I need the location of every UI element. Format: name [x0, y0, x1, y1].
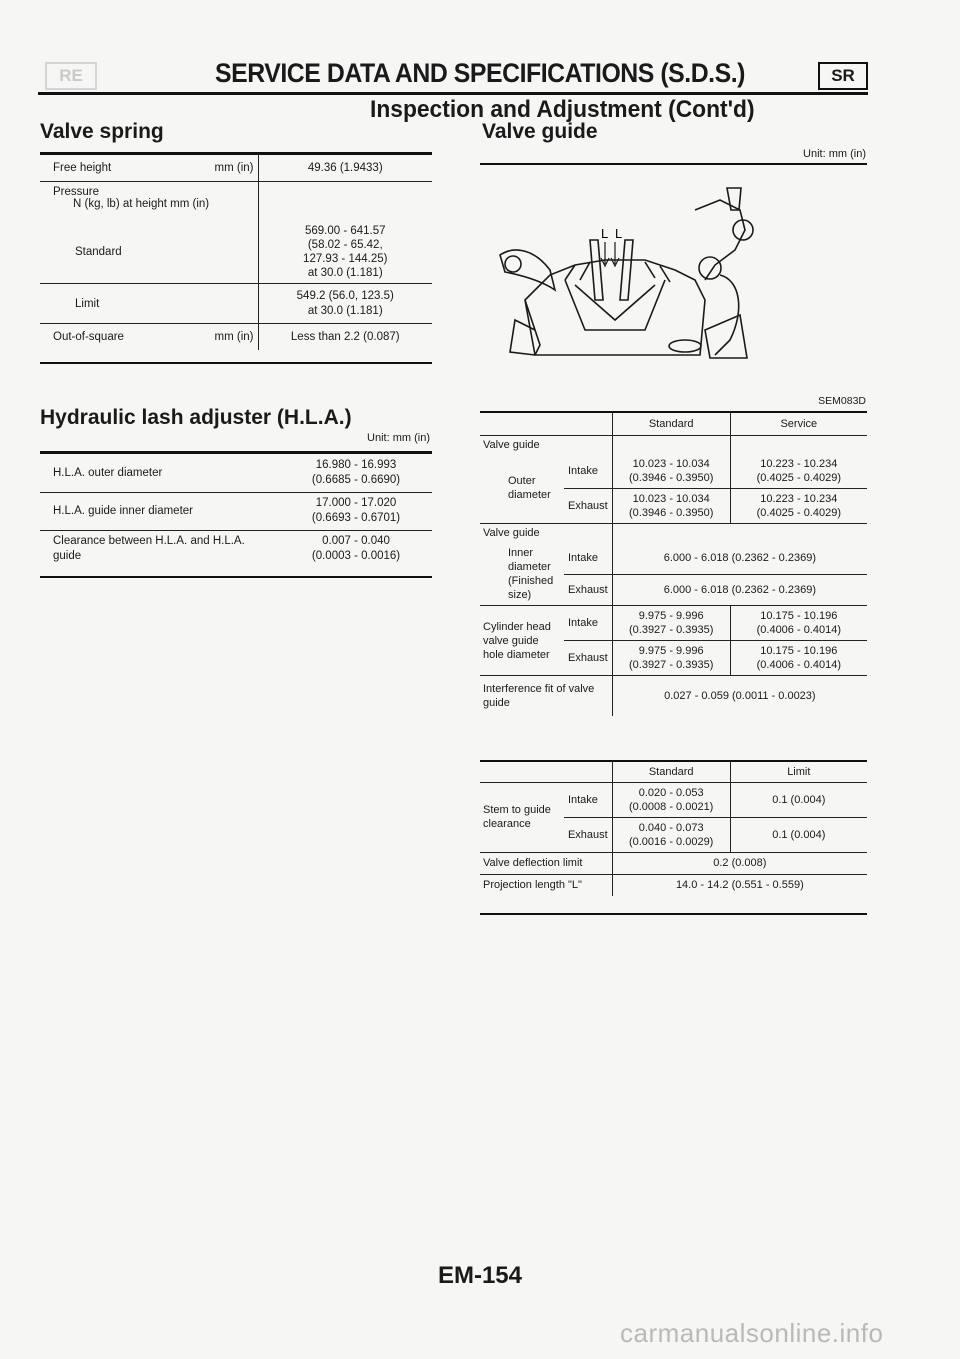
table-row	[40, 284, 432, 324]
figure-code: SEM083D	[818, 395, 866, 407]
standard-value-3: 127.93 - 144.25)	[303, 253, 388, 265]
standard-value-2: (58.02 - 65.42,	[307, 239, 383, 251]
stem-clearance-table	[480, 762, 867, 896]
table-row	[40, 530, 432, 568]
table-row	[40, 221, 432, 284]
st-head-standard: Standard	[612, 762, 730, 782]
vg-od-exhaust-svc-1: 10.223 - 10.234	[760, 492, 838, 505]
vg-od-exhaust-label: Exhaust	[564, 488, 612, 523]
vg-cyl-line-2: valve guide	[483, 634, 539, 647]
standard-value-1: 569.00 - 641.57	[304, 225, 386, 237]
table-row	[480, 874, 867, 896]
vg-hole-intake-std-1: 9.975 - 9.996	[638, 610, 704, 622]
section-badge-left: RE	[45, 62, 97, 90]
table-row	[480, 435, 867, 454]
valve-spring-title: Valve spring	[40, 120, 164, 143]
vg-hole-intake-std-2: (0.3927 - 0.3935)	[628, 624, 714, 636]
valve-guide-table	[480, 413, 867, 716]
vg-id-exhaust-label: Exhaust	[564, 574, 612, 605]
hla-table	[40, 454, 432, 568]
vg-od-exhaust-svc-2: (0.4025 - 0.4029)	[756, 506, 841, 519]
st-exhaust-std-1: 0.040 - 0.073	[638, 821, 704, 834]
limit-label: Limit	[40, 284, 258, 324]
table-row	[480, 676, 867, 716]
table-row	[40, 454, 432, 492]
pressure-label: Pressure	[53, 185, 100, 198]
vg-head-service: Service	[730, 413, 867, 435]
figure-label-l: L	[601, 226, 609, 241]
hla-clearance-label: Clearance between H.L.A. and H.L.A.	[53, 535, 245, 548]
valve-guide-title: Valve guide	[482, 120, 598, 143]
free-height-label: Free height	[53, 161, 112, 174]
valve-guide-cross-section-figure	[495, 180, 755, 370]
page-header-title: SERVICE DATA AND SPECIFICATIONS (S.D.S.)	[215, 58, 745, 88]
section-badge-right: SR	[818, 62, 868, 90]
out-of-square-label: Out-of-square	[53, 330, 124, 343]
vg-od-intake-label: Intake	[567, 464, 598, 477]
vg-hole-exhaust-svc-2: (0.4006 - 0.4014)	[756, 659, 841, 671]
st-head-limit: Limit	[730, 762, 867, 782]
vg-hole-exhaust-label: Exhaust	[564, 641, 612, 676]
vg-hole-exhaust-std-1: 9.975 - 9.996	[638, 645, 704, 657]
vg-hole-intake-svc-1: 10.175 - 10.196	[760, 610, 838, 622]
vg-od-exhaust-std-2: (0.3946 - 0.3950)	[628, 506, 714, 519]
table-row	[40, 155, 432, 181]
st-intake-std-1: 0.020 - 0.053	[638, 786, 704, 799]
vg-inner-line-1: Inner	[508, 547, 534, 559]
st-projection-value: 14.0 - 14.2 (0.551 - 0.559)	[612, 874, 867, 896]
st-projection-label: Projection length "L"	[483, 879, 582, 892]
st-deflection-label: Valve deflection limit	[483, 857, 583, 869]
hla-clearance-value-2: (0.0003 - 0.0016)	[311, 550, 401, 563]
st-deflection-value: 0.2 (0.008)	[612, 852, 867, 874]
vg-hole-exhaust-svc-1: 10.175 - 10.196	[760, 645, 838, 657]
st-exhaust-label: Exhaust	[564, 817, 612, 852]
table-row	[40, 181, 432, 221]
pressure-sub-label: N (kg, lb) at height mm (in)	[73, 197, 210, 210]
table-row	[480, 782, 867, 817]
out-of-square-value: Less than 2.2 (0.087)	[258, 324, 432, 350]
vg-od-intake-std-2: (0.3946 - 0.3950)	[628, 471, 714, 484]
hla-guide-value-1: 17.000 - 17.020	[315, 497, 397, 509]
vg-hole-intake-label: Intake	[567, 617, 598, 629]
vg-valve-guide-label: Valve guide	[483, 438, 540, 451]
valve-spring-bottom-rule	[40, 362, 432, 364]
hla-unit: Unit: mm (in)	[367, 432, 430, 444]
hla-guide-label: H.L.A. guide inner diameter	[53, 505, 193, 517]
out-of-square-unit: mm (in)	[214, 330, 254, 343]
st-exhaust-std-2: (0.0016 - 0.0029)	[628, 835, 714, 848]
table-row	[480, 543, 867, 574]
standard-label: Standard	[75, 246, 122, 258]
vg-outer-label: Outer	[508, 475, 536, 487]
vg-table2-bottom-rule	[480, 913, 867, 915]
vg-cyl-line-3: hole diameter	[483, 648, 550, 661]
vg-id-exhaust-value: 6.000 - 6.018 (0.2362 - 0.2369)	[612, 574, 867, 605]
site-watermark: carmanualsonline.info	[620, 1318, 884, 1348]
table-row	[480, 413, 867, 435]
st-stem-line-2: clearance	[483, 818, 531, 830]
limit-value-2: at 30.0 (1.181)	[307, 304, 383, 317]
free-height-value: 49.36 (1.9433)	[258, 155, 432, 181]
hla-outer-value-1: 16.980 - 16.993	[315, 458, 397, 471]
hla-outer-label: H.L.A. outer diameter	[53, 466, 163, 479]
header-rule	[38, 92, 868, 95]
st-exhaust-limit: 0.1 (0.004)	[730, 817, 867, 852]
figure-label-l-2: L	[615, 226, 623, 241]
table-row	[40, 492, 432, 530]
page-subtitle: Inspection and Adjustment (Cont'd)	[370, 96, 755, 123]
limit-value-1: 549.2 (56.0, 123.5)	[296, 289, 394, 302]
vg-id-intake-label: Intake	[567, 552, 598, 565]
table-row	[40, 324, 432, 350]
table-row	[480, 762, 867, 782]
vg-interference-value: 0.027 - 0.059 (0.0011 - 0.0023)	[612, 676, 867, 716]
valve-guide-top-rule	[480, 163, 867, 165]
valve-spring-table	[40, 155, 432, 350]
hla-guide-value-2: (0.6693 - 0.6701)	[311, 512, 401, 524]
vg-inner-line-2: diameter	[508, 561, 551, 573]
st-stem-line-1: Stem to guide	[483, 804, 551, 816]
st-intake-label: Intake	[567, 793, 598, 806]
valve-guide-unit: Unit: mm (in)	[803, 148, 866, 160]
page-number: EM-154	[437, 1262, 523, 1289]
hla-bottom-rule	[40, 576, 432, 578]
table-row	[480, 606, 867, 641]
hla-clearance-label-2: guide	[53, 550, 82, 563]
st-intake-limit: 0.1 (0.004)	[730, 782, 867, 817]
vg-od-exhaust-std-1: 10.023 - 10.034	[632, 492, 710, 505]
table-row	[480, 852, 867, 874]
vg-hole-exhaust-std-2: (0.3927 - 0.3935)	[628, 659, 714, 671]
vg-inner-line-4: size)	[508, 589, 532, 601]
vg-od-intake-svc-2: (0.4025 - 0.4029)	[756, 471, 841, 484]
vg-cyl-line-1: Cylinder head	[483, 620, 551, 633]
vg-id-intake-value: 6.000 - 6.018 (0.2362 - 0.2369)	[612, 543, 867, 574]
vg-interference-line-1: Interference fit of valve	[483, 682, 595, 695]
vg-od-intake-std-1: 10.023 - 10.034	[632, 457, 710, 470]
standard-value-4: at 30.0 (1.181)	[307, 267, 383, 279]
st-intake-std-2: (0.0008 - 0.0021)	[628, 800, 714, 813]
hla-title: Hydraulic lash adjuster (H.L.A.)	[40, 406, 352, 429]
vg-diameter-label: diameter	[508, 489, 551, 501]
vg-od-intake-svc-1: 10.223 - 10.234	[760, 457, 838, 470]
vg-hole-intake-svc-2: (0.4006 - 0.4014)	[756, 624, 841, 636]
table-row	[480, 454, 867, 489]
hla-outer-value-2: (0.6685 - 0.6690)	[311, 473, 401, 486]
vg-head-standard: Standard	[612, 413, 730, 435]
vg-valve-guide-label-2: Valve guide	[483, 527, 540, 540]
vg-interference-line-2: guide	[483, 696, 510, 709]
vg-inner-line-3: (Finished	[508, 575, 554, 587]
hla-clearance-value-1: 0.007 - 0.040	[322, 535, 390, 548]
table-row	[480, 523, 867, 543]
free-height-unit: mm (in)	[214, 161, 254, 174]
